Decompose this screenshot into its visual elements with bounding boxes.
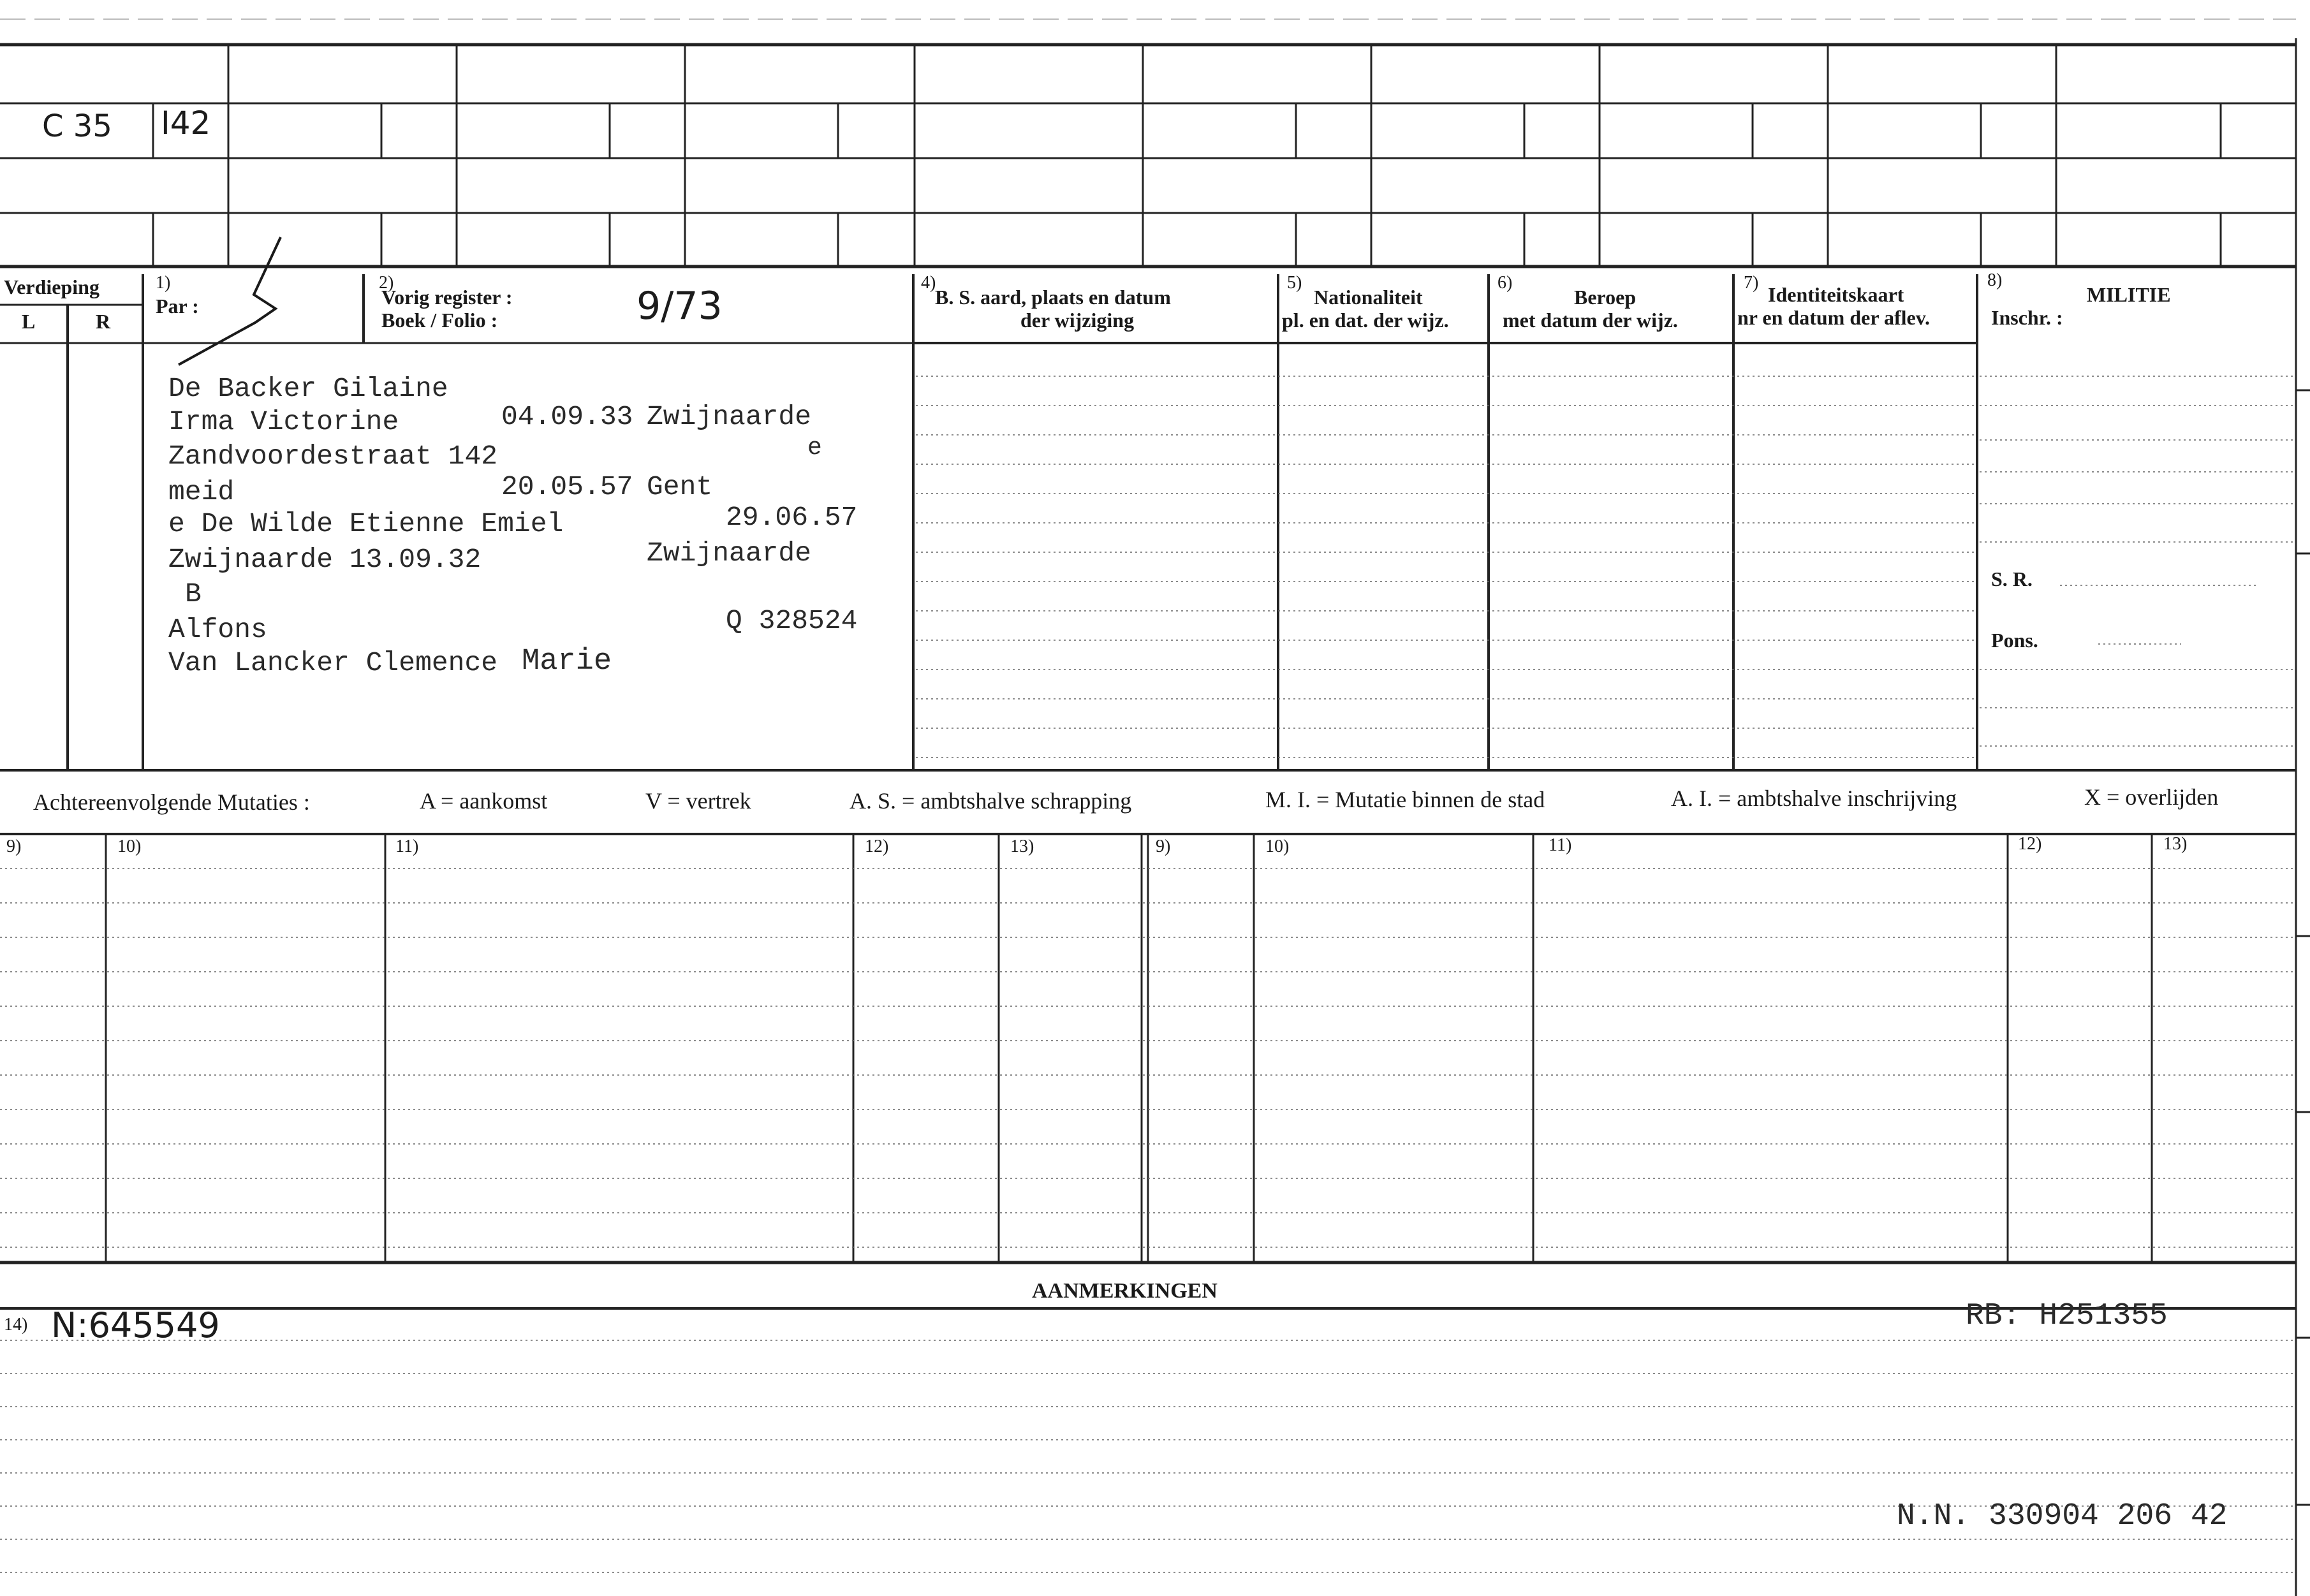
mutation-col-11-b: 11) <box>1549 835 1572 855</box>
pons-label: Pons. <box>1991 629 2038 652</box>
legend-ambtshalve-schrapping: A. S. = ambtshalve schrapping <box>850 788 1132 814</box>
person-birth-date: 04.09.33 <box>501 401 633 432</box>
footnote-8: 8) <box>1987 270 2003 290</box>
person-address: Zandvoordestraat 142 <box>168 441 498 472</box>
mutation-col-12-b: 12) <box>2018 834 2042 854</box>
beroep-header-line2: met datum der wijz. <box>1503 309 1678 332</box>
sr-label: S. R. <box>1991 567 2033 590</box>
identiteitskaart-header-line2: nr en datum der aflev. <box>1737 306 1930 329</box>
person-given-names: Irma Victorine <box>168 406 399 437</box>
col-l-label: L <box>22 310 36 333</box>
national-number: N.N. 330904 206 42 <box>1897 1499 2228 1534</box>
footnote-5: 5) <box>1287 273 1302 293</box>
rb-number: RB: H251355 <box>1966 1299 2168 1333</box>
vorig-register-label: Vorig register : <box>381 286 513 309</box>
person-spouse-birth-place: Zwijnaarde <box>647 538 812 569</box>
mutation-col-11-a: 11) <box>395 837 419 856</box>
person-father: Alfons <box>168 614 267 645</box>
mutation-col-9-a: 9) <box>6 837 22 856</box>
bs-header-line1: B. S. aard, plaats en datum <box>935 286 1171 309</box>
verdieping-label: Verdieping <box>4 275 99 298</box>
mutations-title: Achtereenvolgende Mutaties : <box>33 789 310 815</box>
mutation-col-13-b: 13) <box>2163 834 2188 854</box>
legend-aankomst: A = aankomst <box>420 788 548 814</box>
mutation-col-9-b: 9) <box>1156 837 1171 856</box>
legend-overlijden: X = overlijden <box>2084 784 2219 810</box>
nationaliteit-header-line2: pl. en dat. der wijz. <box>1282 309 1449 332</box>
nationaliteit-header-line1: Nationaliteit <box>1314 286 1423 309</box>
footnote-6: 6) <box>1497 273 1513 293</box>
legend-vertrek: V = vertrek <box>645 788 751 814</box>
beroep-header-line1: Beroep <box>1574 286 1637 309</box>
person-spouse-birth: Zwijnaarde 13.09.32 <box>168 544 482 575</box>
inschr-label: Inschr. : <box>1991 306 2063 329</box>
mutation-col-13-a: 13) <box>1010 837 1034 856</box>
militie-header: MILITIE <box>2087 283 2171 306</box>
bs-header-line2: der wijziging <box>1020 309 1135 332</box>
person-occupation: meid <box>168 476 235 508</box>
legend-mutatie-binnen-stad: M. I. = Mutatie binnen de stad <box>1265 787 1545 812</box>
footnote-1: 1) <box>156 273 171 293</box>
vorig-register-value: 9/73 <box>636 284 723 328</box>
person-marriage-date: 29.06.57 <box>726 502 858 533</box>
register-code: C 35 <box>42 108 112 144</box>
person-registration-place: Gent <box>647 471 713 502</box>
mutation-col-10-a: 10) <box>117 837 142 856</box>
par-label: Par : <box>156 295 199 318</box>
person-mother-second-name: Marie <box>522 645 612 678</box>
footnote-7: 7) <box>1744 273 1759 293</box>
person-mother: Van Lancker Clemence <box>168 647 498 678</box>
remarks-title: AANMERKINGEN <box>1032 1279 1218 1303</box>
person-surname: De Backer Gilaine <box>168 373 448 404</box>
mutation-col-12-a: 12) <box>865 837 889 856</box>
person-address-mark: e <box>807 434 822 462</box>
person-registration-date: 20.05.57 <box>501 471 633 502</box>
footnote-14: 14) <box>4 1315 28 1335</box>
person-birth-place: Zwijnaarde <box>647 401 812 432</box>
legend-ambtshalve-inschrijving: A. I. = ambtshalve inschrijving <box>1671 786 1957 811</box>
person-mark-b: B <box>185 578 202 610</box>
person-code: Q 328524 <box>726 605 858 636</box>
boek-folio-label: Boek / Folio : <box>381 309 498 332</box>
mutation-col-10-b: 10) <box>1265 837 1290 856</box>
identiteitskaart-header-line1: Identiteitskaart <box>1768 283 1904 306</box>
footnote-4: 4) <box>921 273 936 293</box>
col-r-label: R <box>96 310 111 333</box>
person-spouse: e De Wilde Etienne Emiel <box>168 508 564 539</box>
national-reference: N:645549 <box>51 1305 220 1345</box>
footnote-2: 2) <box>379 273 394 293</box>
register-number: I42 <box>161 105 211 142</box>
